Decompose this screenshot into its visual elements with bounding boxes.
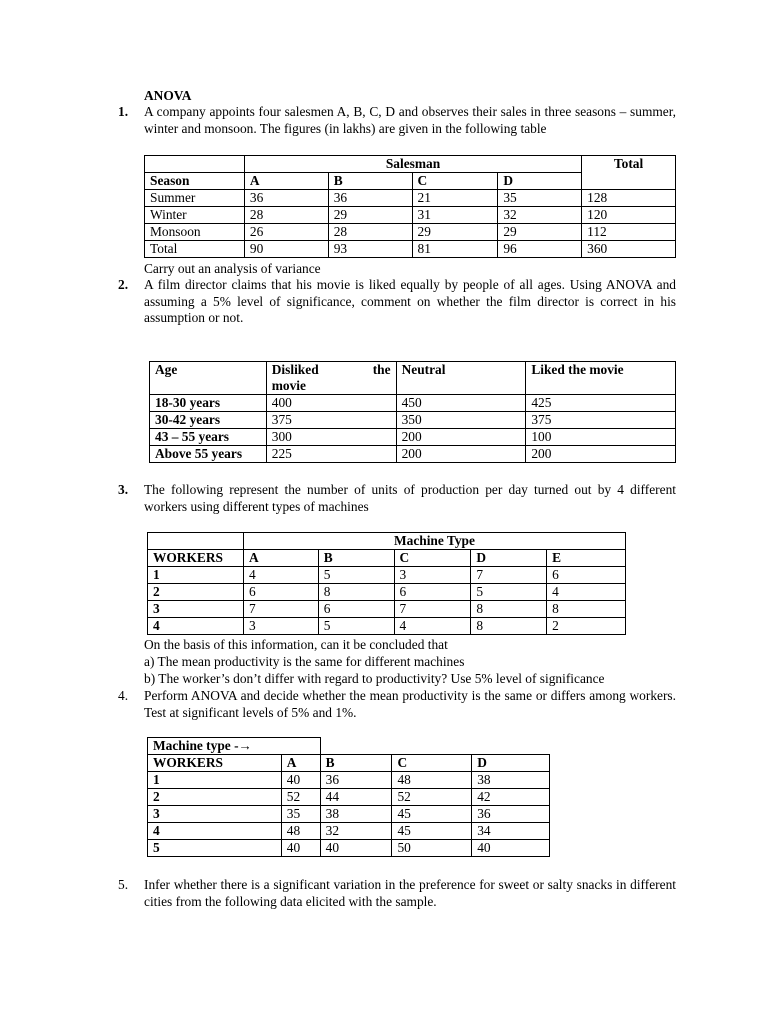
table-header-cell: A (243, 550, 318, 567)
table-header-row (148, 738, 550, 755)
table-cell: 52 (281, 789, 320, 806)
header-word: the (372, 362, 391, 377)
question-note: a) The mean productivity is the same for different machines (144, 654, 465, 669)
table-cell (320, 738, 549, 755)
table-cell: 45 (392, 806, 472, 823)
table-cell: 26 (244, 224, 328, 241)
table-cell: 400 (266, 395, 396, 412)
worker-productivity-table (147, 737, 550, 857)
table-cell: 200 (396, 429, 526, 446)
table-cell: 200 (526, 446, 676, 463)
table-cell: 300 (266, 429, 396, 446)
table-cell: 1 (148, 772, 282, 789)
table-cell: 375 (526, 412, 676, 429)
table-row (148, 789, 550, 806)
table-header-cell: C (392, 755, 472, 772)
table-cell: 4 (394, 618, 471, 635)
table-header-row (150, 362, 676, 395)
header-word: movie (271, 378, 306, 393)
table-header-cell: WORKERS (148, 550, 244, 567)
table-row (145, 207, 676, 224)
question-number: 3. (118, 482, 129, 497)
table-cell: 360 (582, 241, 676, 258)
table-cell: 225 (266, 446, 396, 463)
question-text: A company appoints four salesmen A, B, C, D and observes their sales in three seasons – summer, winter and monsoon. The figures (in lakhs) are given in the following table (144, 104, 676, 136)
table-cell (148, 533, 244, 550)
table-header-cell: Neutral (396, 362, 526, 395)
table-cell: 350 (396, 412, 526, 429)
question-note: Carry out an analysis of variance (144, 261, 321, 276)
table-row (148, 772, 550, 789)
table-cell: 42 (472, 789, 550, 806)
table-cell: 28 (244, 207, 328, 224)
table-cell: 5 (148, 840, 282, 857)
table-cell: 4 (243, 567, 318, 584)
table-cell: 4 (547, 584, 626, 601)
table-cell: 52 (392, 789, 472, 806)
table-cell: 3 (243, 618, 318, 635)
table-cell (145, 156, 245, 173)
movie-preference-table (149, 361, 676, 463)
table-header-row (148, 755, 550, 772)
table-row (148, 823, 550, 840)
question-note: On the basis of this information, can it be concluded that (144, 637, 448, 652)
table-cell: 48 (281, 823, 320, 840)
table-cell: 450 (396, 395, 526, 412)
table-cell: 18-30 years (150, 395, 267, 412)
question-3 (118, 482, 676, 515)
table-cell: 31 (412, 207, 498, 224)
question-2 (118, 277, 676, 327)
table-header-cell (266, 362, 396, 395)
table-row (150, 429, 676, 446)
table-cell: 5 (318, 567, 394, 584)
table-row (145, 224, 676, 241)
question-number: 1. (118, 104, 129, 119)
table-header-cell: B (328, 173, 412, 190)
header-word: Disliked (271, 362, 319, 377)
table-cell: 8 (471, 601, 547, 618)
table-cell: 21 (412, 190, 498, 207)
table-cell: 44 (320, 789, 392, 806)
table-header-cell: WORKERS (148, 755, 282, 772)
machine-production-table (147, 532, 626, 635)
table-cell: 8 (471, 618, 547, 635)
table-cell: 2 (547, 618, 626, 635)
question-text: Infer whether there is a significant variation in the preference for sweet or salty snacks in different cities from the following data elicited with the sample. (144, 877, 676, 909)
table-cell: 45 (392, 823, 472, 840)
table-cell: 375 (266, 412, 396, 429)
table-cell: 128 (582, 190, 676, 207)
question-text: Perform ANOVA and decide whether the mean productivity is the same or differs among workers. Test at significant levels of 5% and 1%. (144, 688, 676, 720)
table-cell: 3 (148, 806, 282, 823)
table-cell: 36 (472, 806, 550, 823)
table-cell: 6 (394, 584, 471, 601)
arrow-right-icon: → (238, 738, 252, 753)
table-header-row (148, 550, 626, 567)
table-cell: 30-42 years (150, 412, 267, 429)
table-cell: 112 (582, 224, 676, 241)
table-cell: 120 (582, 207, 676, 224)
table-cell: 7 (243, 601, 318, 618)
table-cell: 36 (328, 190, 412, 207)
table-cell: 3 (394, 567, 471, 584)
table-cell: 48 (392, 772, 472, 789)
question-text: The following represent the number of units of production per day turned out by 4 different workers using different types of machines (144, 482, 676, 514)
table-header-cell: D (498, 173, 582, 190)
table-total-header: Total (582, 156, 676, 190)
table-cell: 8 (318, 584, 394, 601)
table-cell: Winter (145, 207, 245, 224)
table-cell: 35 (281, 806, 320, 823)
question-5 (118, 877, 676, 910)
table-row (148, 567, 626, 584)
table-row (148, 840, 550, 857)
table-row (150, 412, 676, 429)
table-cell: 4 (148, 618, 244, 635)
table-cell: 1 (148, 567, 244, 584)
table-header-cell: D (472, 755, 550, 772)
table-row (148, 806, 550, 823)
table-cell: 2 (148, 584, 244, 601)
table-header-cell: C (394, 550, 471, 567)
table-cell: 29 (498, 224, 582, 241)
table-cell: 96 (498, 241, 582, 258)
table-header-cell: C (412, 173, 498, 190)
question-number: 5. (118, 877, 129, 892)
table-cell: 40 (472, 840, 550, 857)
table-row (148, 601, 626, 618)
table-cell: 35 (498, 190, 582, 207)
table-cell: Total (145, 241, 245, 258)
table-header-cell: Age (150, 362, 267, 395)
table-row (148, 618, 626, 635)
sales-table (144, 155, 676, 258)
question-4 (118, 688, 676, 721)
table-cell: 36 (244, 190, 328, 207)
table-row (148, 584, 626, 601)
table-cell: Monsoon (145, 224, 245, 241)
table-row (150, 446, 676, 463)
table-cell: 32 (498, 207, 582, 224)
question-1 (118, 104, 676, 137)
question-number: 2. (118, 277, 129, 292)
table-header-cell: B (318, 550, 394, 567)
table-cell: 6 (547, 567, 626, 584)
table-header-row (148, 533, 626, 550)
table-cell: 29 (328, 207, 412, 224)
page-title: ANOVA (144, 88, 192, 103)
table-cell: 50 (392, 840, 472, 857)
table-row (145, 241, 676, 258)
table-header-cell: E (547, 550, 626, 567)
table-header-row (145, 156, 676, 173)
table-cell: 40 (281, 772, 320, 789)
table-cell: 43 – 55 years (150, 429, 267, 446)
table-cell: 36 (320, 772, 392, 789)
table-cell: 34 (472, 823, 550, 840)
question-text: A film director claims that his movie is liked equally by people of all ages. Using ANOVA and assuming a 5% level of significance, comment on whether the film director is correct in his assumption or not. (144, 277, 676, 325)
table-row (150, 395, 676, 412)
table-cell: 425 (526, 395, 676, 412)
table-cell: 5 (318, 618, 394, 635)
table-cell: 8 (547, 601, 626, 618)
table-cell: 5 (471, 584, 547, 601)
table-cell: 38 (472, 772, 550, 789)
table-cell: 200 (396, 446, 526, 463)
table-cell: 32 (320, 823, 392, 840)
table-cell: 28 (328, 224, 412, 241)
table-cell: 3 (148, 601, 244, 618)
table-cell: 90 (244, 241, 328, 258)
table-cell: 7 (394, 601, 471, 618)
table-cell: 100 (526, 429, 676, 446)
table-header-cell: Season (145, 173, 245, 190)
table-group-header: Salesman (244, 156, 581, 173)
table-cell: 40 (281, 840, 320, 857)
table-cell: 38 (320, 806, 392, 823)
table-cell: 6 (243, 584, 318, 601)
table-cell: 29 (412, 224, 498, 241)
table-cell: 4 (148, 823, 282, 840)
question-note: b) The worker’s don’t differ with regard to productivity? Use 5% level of significance (144, 671, 605, 686)
table-cell: Summer (145, 190, 245, 207)
table-cell: Above 55 years (150, 446, 267, 463)
table-cell: 6 (318, 601, 394, 618)
header-split (272, 362, 391, 378)
table-cell: 93 (328, 241, 412, 258)
table-cell: 7 (471, 567, 547, 584)
table-header-cell: A (244, 173, 328, 190)
machine-type-label: Machine type - (153, 738, 239, 753)
table-cell: 40 (320, 840, 392, 857)
table-cell: 2 (148, 789, 282, 806)
question-number: 4. (118, 688, 129, 703)
table-header-cell: Liked the movie (526, 362, 676, 395)
table-header-cell: A (281, 755, 320, 772)
table-header-cell (148, 738, 321, 755)
table-row (145, 190, 676, 207)
table-header-cell: D (471, 550, 547, 567)
table-cell: 81 (412, 241, 498, 258)
table-group-header: Machine Type (243, 533, 625, 550)
table-header-cell: B (320, 755, 392, 772)
